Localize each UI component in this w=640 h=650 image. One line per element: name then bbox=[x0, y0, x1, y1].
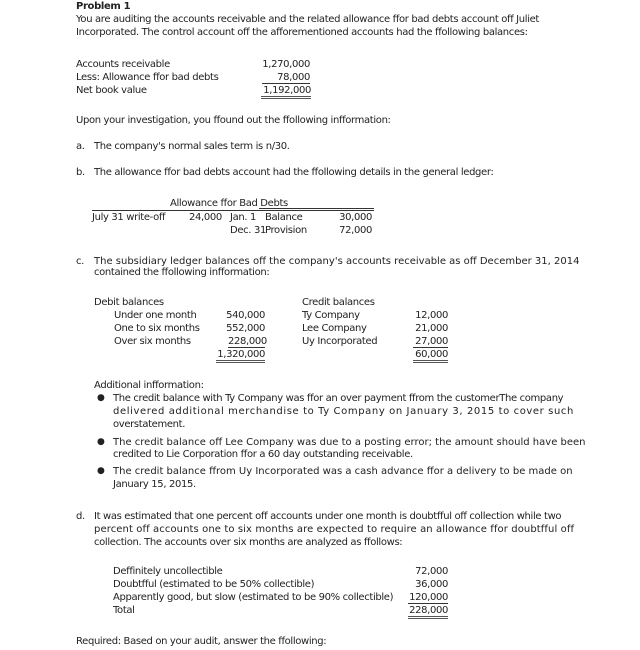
credit-total: 60,000 bbox=[413, 349, 448, 363]
balance-value: 1,270,000 bbox=[262, 59, 310, 70]
bullet-3-line-1: The credit balance ffrom Uy Incorporated was a cash advance ffor a delivery to be made on bbox=[113, 466, 573, 477]
debit-value: 540,000 bbox=[226, 310, 265, 321]
ledger-credit-value: 72,000 bbox=[339, 225, 372, 236]
item-b-text: The allowance ffor bad debts account had the ffollowing details in the general ledger: bbox=[94, 167, 494, 178]
ledger-credit-value: 30,000 bbox=[339, 212, 372, 223]
analysis-value: 36,000 bbox=[415, 579, 448, 590]
balance-label: Accounts receivable bbox=[76, 59, 170, 70]
bullet-icon: ● bbox=[97, 437, 105, 447]
bullet-2-line-1: The credit balance off Lee Company was due to a posting error; the amount should have been bbox=[113, 437, 586, 448]
intro-line-2: Incorporated. The control account off the afforementioned accounts had the ffollowing balances: bbox=[76, 27, 528, 38]
item-marker-d: d. bbox=[76, 511, 85, 522]
ledger-rule bbox=[92, 210, 374, 211]
analysis-label: Apparently good, but slow (estimated to be 90% collectible) bbox=[113, 592, 394, 603]
bullet-icon: ● bbox=[97, 393, 105, 403]
additional-header: Additional infformation: bbox=[94, 380, 204, 391]
ledger-credit-date: Dec. 31 bbox=[230, 225, 266, 236]
debit-label: Over six months bbox=[114, 336, 191, 347]
item-c-line-1: The subsidiary ledger balances off the company's accounts receivable as off December 31, 2014 bbox=[94, 256, 580, 267]
bullet-2-line-2: credited to Lie Corporation ffor a 60 day outstanding receivable. bbox=[113, 449, 413, 460]
ledger-title-line bbox=[259, 208, 374, 209]
item-marker-c: c. bbox=[76, 256, 84, 267]
item-c-line-2: contained the ffollowing infformation: bbox=[94, 267, 270, 278]
ledger-credit-label: Provision bbox=[265, 225, 307, 236]
credit-header: Credit balances bbox=[302, 297, 375, 308]
debit-label: Under one month bbox=[114, 310, 197, 321]
investigation-lead: Upon your investigation, you ffound out the ffollowing infformation: bbox=[76, 115, 391, 126]
intro-line-1: You are auditing the accounts receivable and the related allowance ffor bad debts account off Juliet bbox=[76, 14, 540, 25]
analysis-value: 72,000 bbox=[415, 566, 448, 577]
bullet-1-line-2: delivered additional merchandise to Ty Company on January 3, 2015 to cover such bbox=[113, 406, 574, 417]
debit-total: 1,320,000 bbox=[216, 349, 265, 363]
bullet-1-line-1: The credit balance with Ty Company was ffor an over payment ffrom the customerThe company bbox=[113, 393, 564, 404]
analysis-label: Doubtfful (estimated to be 50% collectible) bbox=[113, 579, 315, 590]
ledger-credit-date: Jan. 1 bbox=[230, 212, 257, 223]
analysis-label: Deffinitely uncollectible bbox=[113, 566, 223, 577]
debit-label: One to six months bbox=[114, 323, 200, 334]
problem-title: Problem 1 bbox=[76, 1, 131, 12]
bullet-3-line-2: January 15, 2015. bbox=[113, 479, 196, 490]
ledger-title: Allowance ffor Bad Debts bbox=[170, 198, 288, 209]
credit-label: Lee Company bbox=[302, 323, 367, 334]
ledger-credit-label: Balance bbox=[265, 212, 303, 223]
ledger-debit-label: July 31 write-off bbox=[92, 212, 166, 223]
bullet-icon: ● bbox=[97, 466, 105, 476]
balance-label: Net book value bbox=[76, 85, 147, 96]
balance-value: 1,192,000 bbox=[261, 85, 311, 99]
item-d-line-3: collection. The accounts over six months are analyzed as ffollows: bbox=[94, 537, 403, 548]
balance-value: 78,000 bbox=[262, 72, 310, 84]
debit-value: 552,000 bbox=[226, 323, 265, 334]
analysis-label: Total bbox=[113, 605, 135, 616]
item-marker-b: b. bbox=[76, 167, 85, 178]
debit-header: Debit balances bbox=[94, 297, 164, 308]
ledger-debit-value: 24,000 bbox=[189, 212, 222, 223]
credit-value: 21,000 bbox=[415, 323, 448, 334]
credit-value: 27,000 bbox=[413, 336, 448, 348]
required-text: Required: Based on your audit, answer the ffollowing: bbox=[76, 636, 327, 647]
analysis-total: 228,000 bbox=[408, 605, 448, 619]
credit-label: Ty Company bbox=[302, 310, 360, 321]
credit-label: Uy Incorporated bbox=[302, 336, 378, 347]
credit-value: 12,000 bbox=[415, 310, 448, 321]
item-marker-a: a. bbox=[76, 141, 85, 152]
item-a-text: The company's normal sales term is n/30. bbox=[94, 141, 290, 152]
bullet-1-line-3: overstatement. bbox=[113, 419, 186, 430]
item-d-line-1: It was estimated that one percent off accounts under one month is doubtfful off collection while two bbox=[94, 511, 562, 522]
item-d-line-2: percent off accounts one to six months are expected to require an allowance ffor doubtfful off bbox=[94, 524, 575, 535]
analysis-value: 120,000 bbox=[409, 592, 448, 603]
debit-value: 228,000 bbox=[228, 336, 267, 347]
balance-label: Less: Allowance ffor bad debts bbox=[76, 72, 219, 83]
